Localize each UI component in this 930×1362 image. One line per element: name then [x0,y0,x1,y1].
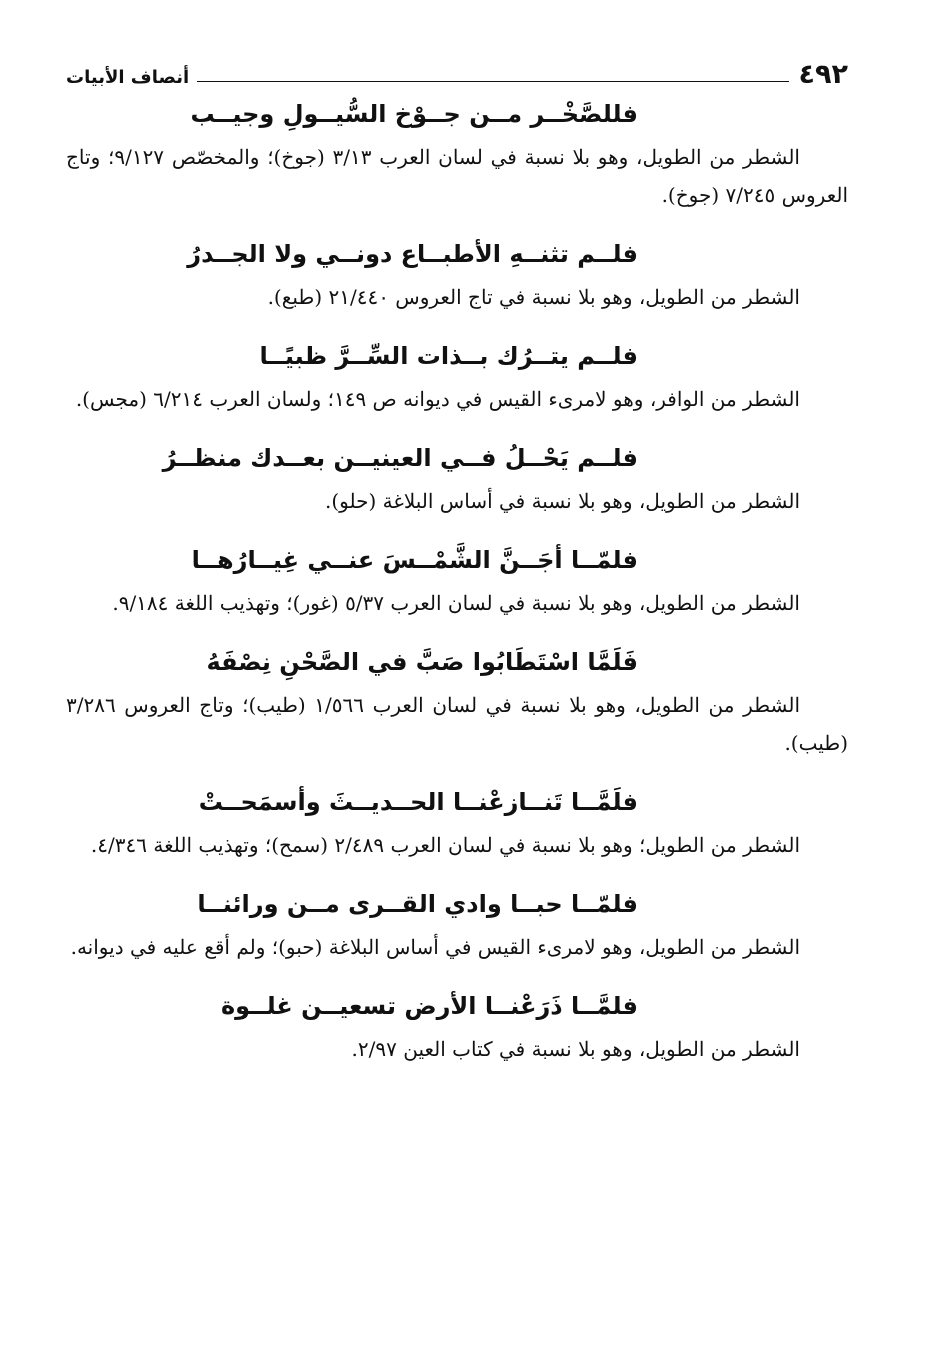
verse-note: الشطر من الطويل، وهو بلا نسبة في لسان العرب ٣/١٣ (جوخ)؛ والمخصّص ٩/١٢٧؛ وتاج العروس ٧/٢٤٥ (جوخ). [66,145,848,207]
entry [66,538,848,622]
entry [66,780,848,864]
verse-hemistich: فللصَّخْــر مــن جــوْخ السُّيــولِ وجيــب [190,100,638,128]
verse-hemistich: فلــم يَحْــلُ فــي العينيــن بعــدك منظــرُ [162,444,638,472]
verse-hemistich: فلمّــا أجَــنَّ الشَّمْــسَ عنــي غِيــارُهــا [191,546,638,574]
verse-note: الشطر من الطويل، وهو بلا نسبة في لسان العرب ١/٥٦٦ (طيب)؛ وتاج العروس ٣/٢٨٦ (طيب). [66,693,848,755]
entry [66,882,848,966]
verse-note: الشطر من الوافر، وهو لامرىء القيس في ديوانه ص ١٤٩؛ ولسان العرب ٦/٢١٤ (مجس). [75,387,800,411]
entry [66,92,848,214]
verse-note: الشطر من الطويل، وهو بلا نسبة في أساس البلاغة (حلو). [325,489,800,513]
entry [66,640,848,762]
verse-note: الشطر من الطويل، وهو بلا نسبة في تاج العروس ٢١/٤٤٠ (طبع). [267,285,800,309]
verse-hemistich: فلَمَّــا تَنــازعْنــا الحــديــثَ وأسمَحــتْ [198,788,638,816]
entry [66,232,848,316]
verse-note: الشطر من الطويل؛ وهو بلا نسبة في لسان العرب ٢/٤٨٩ (سمح)؛ وتهذيب اللغة ٤/٣٤٦. [90,833,800,857]
verse-hemistich: فلمَّــا ذَرَعْنــا الأرض تسعيــن غلــوة [221,992,638,1020]
verse-hemistich: فلمّــا حبــا وادي القــرى مــن ورائنــا [197,890,638,918]
entries-list [66,92,848,1086]
page-header [66,50,848,90]
entry [66,436,848,520]
verse-hemistich: فَلَمَّا اسْتَطَابُوا صَبَّ في الصَّحْنِ نِصْفَهُ [206,648,638,676]
verse-note: الشطر من الطويل، وهو لامرىء القيس في أساس البلاغة (حبو)؛ ولم أقع عليه في ديوانه. [70,935,800,959]
verse-note: الشطر من الطويل، وهو بلا نسبة في كتاب العين ٢/٩٧. [351,1037,800,1061]
entry [66,334,848,418]
verse-hemistich: فلــم تثنــهِ الأطبــاع دونــي ولا الجــدرُ [187,240,638,268]
running-title: أنصاف الأبيات [66,67,190,88]
header-rule [197,81,788,82]
verse-note: الشطر من الطويل، وهو بلا نسبة في لسان العرب ٥/٣٧ (غور)؛ وتهذيب اللغة ٩/١٨٤. [112,591,800,615]
entry [66,984,848,1068]
verse-hemistich: فلــم يتــرُك بــذات السِّــرَّ ظبيًــا [259,342,638,370]
page-number: ٤٩٢ [798,59,848,90]
